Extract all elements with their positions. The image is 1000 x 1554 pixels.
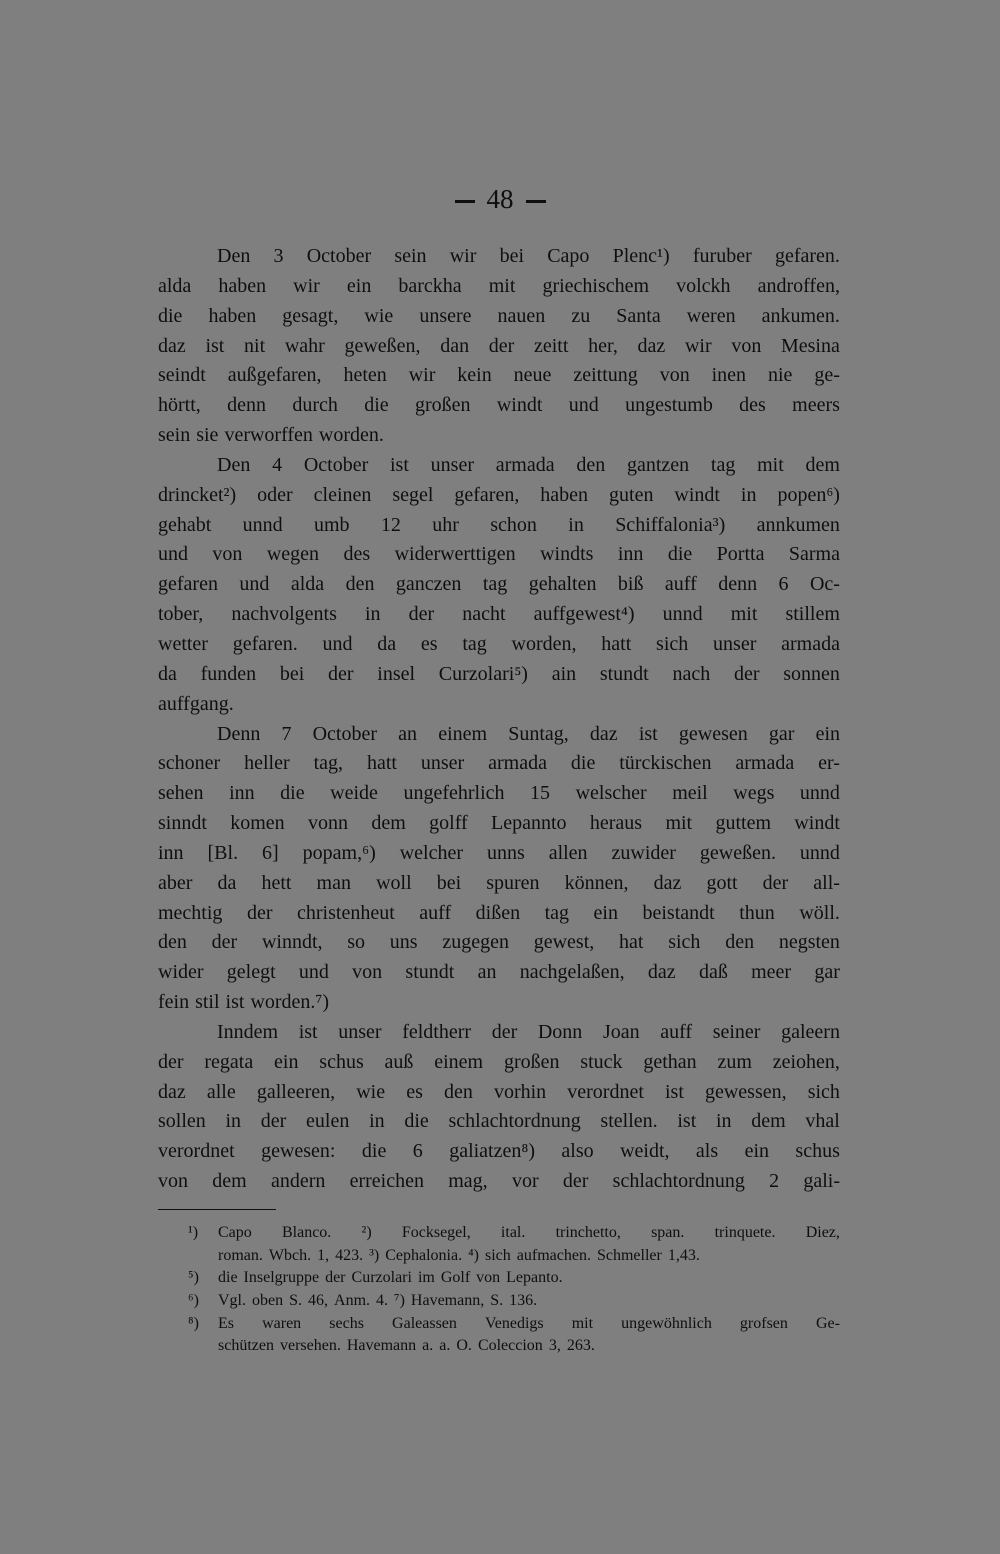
text-line: die haben gesagt, wie unsere nauen zu Santa weren ankumen. <box>158 304 840 327</box>
text-line: verordnet gewesen: die 6 galiatzen⁸) also weidt, als ein schus <box>158 1140 840 1163</box>
text-line: von dem andern erreichen mag, vor der schlachtordnung 2 gali- <box>158 1170 840 1193</box>
footnotes <box>188 1222 840 1358</box>
text-line: sehen inn die weide ungefehrlich 15 welscher meil wegs unnd <box>158 782 840 805</box>
text-line: auffgang. <box>158 692 234 715</box>
text-line: schoner heller tag, hatt unser armada die türckischen armada er- <box>158 752 840 775</box>
text-line: drincket²) oder cleinen segel gefaren, haben guten windt in popen⁶) <box>158 483 840 506</box>
footnote-marker: ¹) <box>188 1224 199 1241</box>
text-line: tober, nachvolgents in der nacht auffgewest⁴) unnd mit stillem <box>158 603 840 626</box>
footnote-line: schützen versehen. Havemann a. a. O. Coleccion 3, 263. <box>218 1337 595 1355</box>
text-line: der regata ein schus auß einem großen stuck gethan zum zeiohen, <box>158 1050 840 1073</box>
text-line: seindt außgefaren, heten wir kein neue zeittung von inen nie ge- <box>158 364 840 387</box>
footnote-line: ⁶) Vgl. oben S. 46, Anm. 4. ⁷) Havemann, S. 136. <box>188 1290 840 1313</box>
text-line: hörtt, denn durch die großen windt und ungestumb des meers <box>158 394 840 417</box>
text-line: Inndem ist unser feldtherr der Donn Joan auff seiner galeern <box>217 1020 840 1043</box>
footnote-marker: ⁵) <box>188 1269 199 1287</box>
text-line: wider gelegt und von stundt an nachgelaßen, daz daß meer gar <box>158 961 840 984</box>
text-line: wetter gefaren. und da es tag worden, hatt sich unser armada <box>158 632 840 655</box>
page-number <box>0 182 1000 216</box>
text-line: Denn 7 October an einem Suntag, daz ist gewesen gar ein <box>217 722 840 745</box>
text-line: und von wegen des widerwerttigen windts inn die Portta Sarma <box>158 543 840 566</box>
text-line: den der winndt, so uns zugegen gewest, hat sich den negsten <box>158 931 840 954</box>
text-line: daz ist nit wahr geweßen, dan der zeitt her, daz wir von Mesina <box>158 334 840 357</box>
text-line: gehabt unnd umb 12 uhr schon in Schiffalonia³) annkumen <box>158 513 840 536</box>
body-text <box>158 242 840 1197</box>
text-line: da funden bei der insel Curzolari⁵) ain stundt nach der sonnen <box>158 662 840 685</box>
text-line: sein sie verworffen worden. <box>158 424 384 447</box>
footnote-marker: ⁶) <box>188 1292 199 1310</box>
text-line: Den 4 October ist unser armada den gantzen tag mit dem <box>217 453 840 476</box>
footnote-line: ⁸) Es waren sechs Galeassen Venedigs mit ungewöhnlich grofsen Ge- <box>188 1313 840 1336</box>
footnote-line: roman. Wbch. 1, 423. ³) Cephalonia. ⁴) sich aufmachen. Schmeller 1,43. <box>218 1246 700 1264</box>
footnote-rule <box>158 1209 276 1210</box>
page-number-text: 48 <box>486 184 514 214</box>
text-line: gefaren und alda den ganczen tag gehalten biß auff denn 6 Oc- <box>158 573 840 596</box>
ornament-left <box>455 200 475 203</box>
text-line: Den 3 October sein wir bei Capo Plenc¹) furuber gefaren. <box>217 245 840 267</box>
text-line: alda haben wir ein barckha mit griechischem volckh androffen, <box>158 274 840 297</box>
footnote-line: ⁵) die Inselgruppe der Curzolari im Golf von Lepanto. <box>188 1267 840 1290</box>
text-line: sollen in der eulen in die schlachtordnung stellen. ist in dem vhal <box>158 1110 840 1133</box>
footnote-line: ¹) Capo Blanco. ²) Focksegel, ital. trinchetto, span. trinquete. Diez, <box>188 1222 840 1245</box>
text-line: daz alle galleeren, wie es den vorhin verordnet ist gewessen, sich <box>158 1080 840 1103</box>
ornament-right <box>526 200 546 203</box>
text-line: aber da hett man woll bei spuren können, daz gott der all- <box>158 871 840 894</box>
text-line: mechtig der christenheut auff dißen tag ein beistandt thun wöll. <box>158 901 840 924</box>
text-line: sinndt komen vonn dem golff Lepannto heraus mit guttem windt <box>158 812 840 835</box>
text-line: inn [Bl. 6] popam,⁶) welcher unns allen zuwider geweßen. unnd <box>158 841 840 864</box>
text-line: fein stil ist worden.⁷) <box>158 991 330 1014</box>
footnote-marker: ⁸) <box>188 1314 199 1332</box>
